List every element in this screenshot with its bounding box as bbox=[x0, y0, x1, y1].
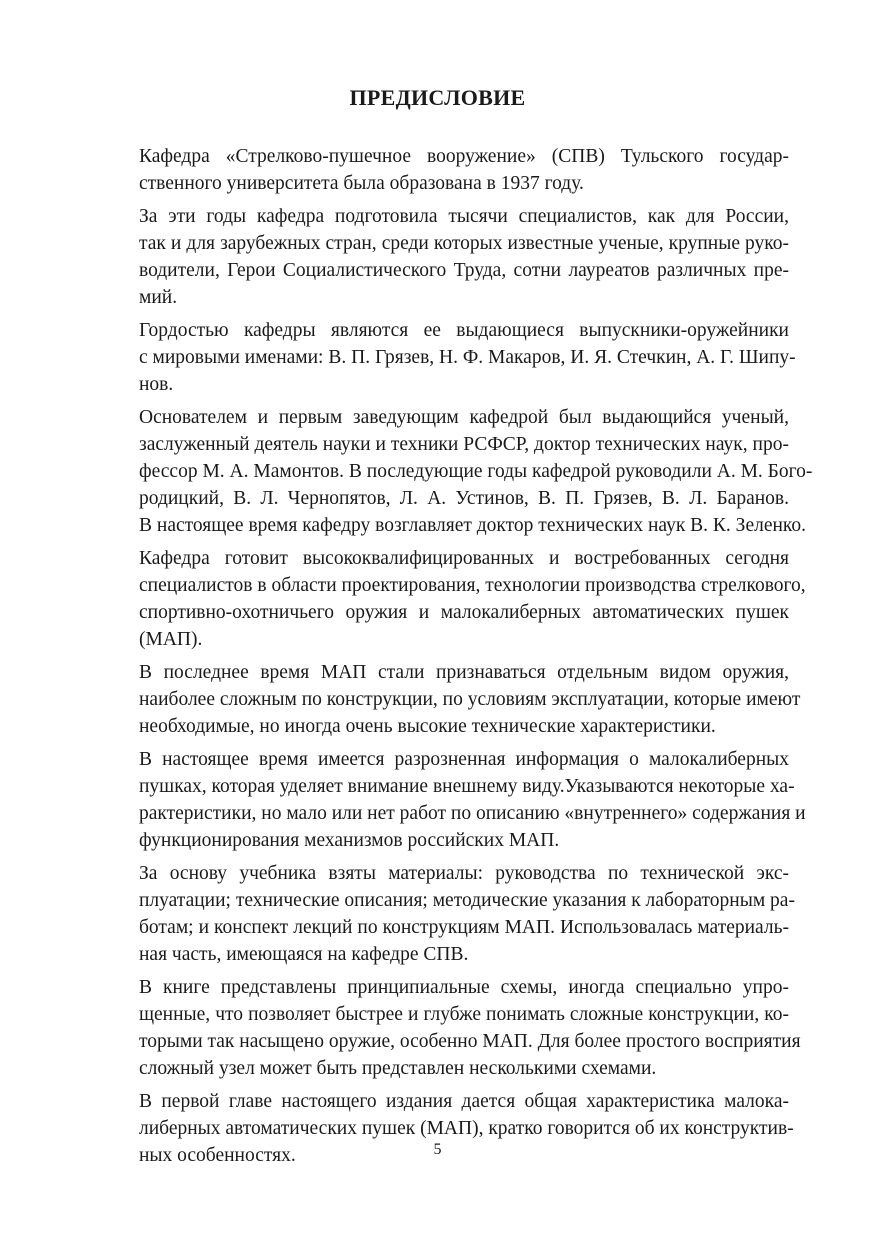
paragraph-2 bbox=[86, 203, 789, 311]
page-title: ПРЕДИСЛОВИЕ bbox=[349, 85, 526, 110]
text-line: (МАП). bbox=[139, 629, 203, 650]
text-line: ственного университета была образована в 1937 году. bbox=[139, 173, 584, 194]
text-line: так и для зарубежных стран, среди которых известные ученые, крупные руко- bbox=[139, 233, 789, 254]
text-line: В первой главе настоящего издания дается общая характеристика малока- bbox=[139, 1091, 789, 1112]
text-line: За эти годы кафедра подготовила тысячи специалистов, как для России, bbox=[139, 206, 789, 227]
paragraph-8 bbox=[86, 860, 795, 968]
text-line: В последнее время МАП стали признаваться отдельным видом оружия, bbox=[139, 662, 789, 683]
text-line: с мировыми именами: В. П. Грязев, Н. Ф. Макаров, И. Я. Стечкин, А. Г. Шипу- bbox=[139, 347, 796, 368]
text-line: плуатации; технические описания; методические указания к лабораторным ра- bbox=[139, 890, 795, 911]
text-line: Кафедра готовит высококвалифицированных и востребованных сегодня bbox=[139, 548, 789, 569]
paragraph-7 bbox=[86, 746, 806, 854]
text-line: родицкий, В. Л. Чернопятов, Л. А. Устинов, В. П. Грязев, В. Л. Баранов. bbox=[139, 488, 789, 509]
text-line: В настоящее время имеется разрозненная информация о малокалиберных bbox=[139, 749, 789, 770]
text-line: либерных автоматических пушек (МАП), кратко говорится об их конструктив- bbox=[139, 1118, 794, 1139]
text-line: рактеристики, но мало или нет работ по описанию «внутреннего» содержания и bbox=[139, 803, 806, 824]
text-line: В книге представлены принципиальные схемы, иногда специально упро- bbox=[139, 977, 789, 998]
paragraph-3 bbox=[86, 317, 796, 398]
text-line: ная часть, имеющаяся на кафедре СПВ. bbox=[139, 944, 469, 965]
text-line: спортивно-охотничьего оружия и малокалиберных автоматических пушек bbox=[139, 602, 789, 623]
paragraph-1 bbox=[86, 143, 789, 197]
text-line: Гордостью кафедры являются ее выдающиеся выпускники-оружейники bbox=[139, 320, 789, 341]
text-line: функционирования механизмов российских МАП. bbox=[139, 830, 560, 851]
paragraph-4 bbox=[86, 404, 813, 539]
text-line: Основателем и первым заведующим кафедрой был выдающийся ученый, bbox=[139, 407, 789, 428]
text-line: ботам; и конспект лекций по конструкциям МАП. Использовалась материаль- bbox=[139, 917, 789, 938]
text-line: щенные, что позволяет быстрее и глубже понимать сложные конструкции, ко- bbox=[139, 1004, 789, 1025]
body-text bbox=[86, 143, 813, 1175]
paragraph-6 bbox=[86, 659, 801, 740]
paragraph-9 bbox=[86, 974, 801, 1082]
text-line: фессор М. А. Мамонтов. В последующие годы кафедрой руководили А. М. Бого- bbox=[139, 461, 813, 482]
text-line: нов. bbox=[139, 374, 174, 395]
paragraph-5 bbox=[86, 545, 806, 653]
text-line: наиболее сложным по конструкции, по условиям эксплуатации, которые имеют bbox=[139, 689, 801, 710]
text-line: необходимые, но иногда очень высокие технические характеристики. bbox=[139, 716, 716, 737]
text-line: водители, Герои Социалистического Труда, сотни лауреатов различных пре- bbox=[139, 260, 789, 281]
text-line: пушках, которая уделяет внимание внешнему виду.Указываются некоторые ха- bbox=[139, 776, 795, 797]
text-line: торыми так насыщено оружие, особенно МАП. Для более простого восприятия bbox=[139, 1031, 801, 1052]
text-line: мий. bbox=[139, 287, 178, 308]
text-line: Кафедра «Стрелково-пушечное вооружение» (СПВ) Тульского государ- bbox=[139, 146, 789, 167]
text-line: заслуженный деятель науки и техники РСФСР, доктор технических наук, про- bbox=[139, 434, 789, 455]
page-number: 5 bbox=[433, 1141, 442, 1158]
text-line: В настоящее время кафедру возглавляет доктор технических наук В. К. Зеленко. bbox=[139, 515, 807, 536]
text-line: специалистов в области проектирования, технологии производства стрелкового, bbox=[139, 575, 806, 596]
text-line: ных особенностях. bbox=[139, 1145, 296, 1166]
text-line: сложный узел может быть представлен несколькими схемами. bbox=[139, 1058, 657, 1079]
text-line: За основу учебника взяты материалы: руководства по технической экс- bbox=[139, 863, 789, 884]
